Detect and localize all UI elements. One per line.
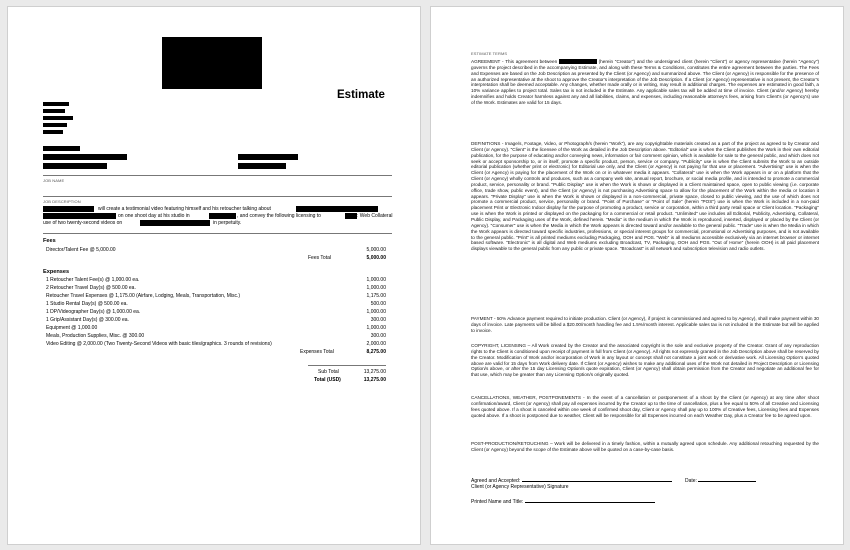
expense-name: 2 Retoucher Travel Day(s) @ 500.00 ea. [46, 285, 136, 291]
printed-name-row [471, 498, 655, 505]
expenses-total-value: 8,275.00 [366, 349, 386, 355]
cancellations-text: CANCELLATIONS, WEATHER, POSTPONEMENTS - In the event of a cancellation or postponement of a shoot by the Client (or Agency) at any time after shoot confirmation/award, Client (or Agency) shall pay all expenses incurred by the Creator up to the time of cancellation, plus a fee equal to 50% of all Creative and Licensing fees quoted above. If a shoot is canceled within one week of confirmed shoot day, Client or Agency shall pay up to 100% of Creative fees, Licensing fees and Expenses quoted above. If a shoot is postponed due to weather, Client will be responsible for all Expenses incurred on each Weather Day, plus a Creator fee to be agreed upon. [471, 395, 819, 418]
job-description-line2b: , and convey the following licensing to [237, 213, 321, 219]
printed-name-label: Printed Name and Title: [471, 499, 524, 505]
printed-name-line[interactable] [525, 498, 655, 503]
expense-name: 1 Studio Rental Day(s) @ 500.00 ea. [46, 301, 128, 307]
expense-row [46, 325, 386, 332]
subtotal-value: 13,275.00 [363, 369, 386, 375]
redacted-client-block [238, 154, 298, 160]
post-production-paragraph [471, 441, 819, 453]
job-description-line3a: use of two twenty-second videos on [43, 220, 123, 226]
expense-row [46, 317, 386, 324]
job-description-line3b: in perpetuity. [213, 220, 242, 226]
job-description-line1: will create a testimonial video featuring himself and his retoucher talking about [98, 206, 271, 212]
agreed-accepted-label: Agreed and Accepted: [471, 478, 521, 484]
expense-amount: 1,000.00 [366, 325, 386, 331]
redacted-address-line [43, 109, 65, 113]
agreement-text-a: AGREEMENT - This agreement between [471, 59, 558, 64]
signature-caption: Client (or Agency Representative) Signature [471, 484, 569, 490]
fees-heading: Fees [43, 238, 56, 244]
redacted-address-line [43, 102, 69, 106]
fees-total-value: 5,000.00 [366, 255, 386, 261]
fee-row [46, 247, 386, 254]
expense-amount: 300.00 [370, 317, 386, 323]
expense-amount: 1,000.00 [366, 285, 386, 291]
expense-amount: 300.00 [370, 333, 386, 339]
expense-name: Meals, Production Supplies, Misc. @ 300.00 [46, 333, 145, 339]
expense-row [46, 277, 386, 284]
redacted-client-block [43, 146, 80, 151]
redacted-creator-name [43, 206, 94, 212]
grand-total-label: Total (USD) [314, 377, 341, 383]
expense-name: Equipment @ 1,000.00 [46, 325, 98, 331]
fees-total-label: Fees Total [308, 255, 331, 261]
fee-amount: 5,000.00 [366, 247, 386, 253]
expense-name: Video Editing @ 2,000.00 (Two Twenty-Second Videos with basic tiles/graphics. 3 rounds of revisions) [46, 341, 272, 347]
grand-total-value: 13,275.00 [363, 377, 386, 383]
date-label: Date: [685, 478, 697, 484]
job-description-divider [43, 196, 392, 197]
subtotal-divider [308, 365, 386, 366]
expense-name: Retoucher Travel Expenses @ 1,175.00 (Airfare, Lodging, Meals, Transportation, Misc.) [46, 293, 241, 299]
expense-row [46, 341, 386, 348]
fees-divider [43, 233, 392, 234]
job-description-label: JOB DESCRIPTION [43, 199, 81, 204]
agreement-text-b: (herein "Creator") and the undersigned client (herein "Client") or agency representative (herein "Agency") governs the project described in the accompanying Estimate, and along with these Terms & Conditions, constitutes the entire agreement between the parties. The Fees and Expenses are based on the Job Description as presented by the Client (or Agency) and summarized above. The Client (or Agency) is responsible for the presence of an authorized representative at the shoot to approve the Creator's interpretation of the Job Description. If a Client (or Agency) representative is not present, the Creator's interpretation shall be deemed acceptable. Any changes, whether made orally or in writing, may result in additional charges. The expenses are estimated in good faith, a 10% variance applies to project total. Sales tax is not included in the Estimate. Any applicable sales tax will be added at time of invoice. Client (and/or Agency) hereby indemnifies and holds Creator harmless against any and all liabilities, claims, and expenses, including reasonable attorney's fees, arising from Client's (or Agency's) use of the Work. Estimates are valid for 15 days. [471, 59, 820, 105]
estimate-terms-page [430, 6, 844, 545]
expense-row [46, 293, 386, 300]
redacted-client-block [43, 154, 127, 160]
definitions-paragraph [471, 141, 819, 252]
payment-paragraph [471, 316, 819, 334]
copyright-text: COPYRIGHT, LICENSING – All Work created by the Creator and the associated copyright is the sole and exclusive property of the Creator. Grant of any reproduction rights to the Client is conditioned upon receipt of payment in full from Client (or Agency). All rights not expressly granted in the Job Description above shall be reserved by the Creator. Modification of Work and/or incorporation of Work in any layout or concept shall not constitute a joint work or derivative work. All Licensing Option's quoted above are valid for 15 days from Work delivery date. If Client (or Agency) wishes to make any additional uses of the Work not detailed in Project Description or Licensing Option/s above, or after the 15 day Licensing Option/s quote expiration, Client (or Agency) shall obtain permission from the Creator and negotiate an additional fee for that use, which may be greater than any Licensing Option/s originally quoted. [471, 343, 819, 378]
redacted-address-line [43, 123, 67, 127]
job-name-divider [43, 175, 392, 176]
redacted-logo [162, 37, 262, 89]
redacted-location [209, 213, 236, 219]
redacted-client-block [43, 163, 107, 169]
terms-heading: ESTIMATE TERMS [471, 51, 508, 56]
redacted-client-block [238, 163, 286, 169]
payment-text: PAYMENT - 50% Advance payment required to initiate production. Client (or Agency), if project is commissioned and agreed to by Agency), shall make payment within 30 days of invoice. Late payments will be billed a $20.00/month handling fee and 1.5%/month interest. Applicable sales tax is not included in the Estimate but will be applied to invoice. [471, 316, 819, 333]
date-line[interactable] [698, 477, 756, 482]
expenses-heading: Expenses [43, 269, 70, 275]
job-description-line2c: : Web Collateral [357, 213, 393, 219]
fee-name: Director/Talent Fee @ 5,000.00 [46, 247, 116, 253]
expense-row [46, 333, 386, 340]
copyright-paragraph [471, 343, 819, 378]
signature-line[interactable] [522, 477, 672, 482]
estimate-title: Estimate [337, 89, 385, 101]
job-description-line2a: on one shoot day at his studio in [118, 213, 190, 219]
redacted-client-name [345, 213, 357, 219]
expense-row [46, 301, 386, 308]
post-production-text: POST-PRODUCTION/RETOUCHING – Work will be delivered in a timely fashion, within a mutually agreed upon schedule. Any additional retouching requested by the Client (or Agency) beyond the scope of the Estimate above will be quoted on a case-by-case basis. [471, 441, 819, 452]
expense-amount: 1,000.00 [366, 277, 386, 283]
cancellations-paragraph [471, 395, 819, 418]
redacted-address-line [43, 116, 73, 120]
expense-name: 1 Retoucher Talent Fee(s) @ 1,000.00 ea. [46, 277, 140, 283]
expense-row [46, 309, 386, 316]
definitions-text: DEFINITIONS - Image/s, Footage, Video, or Photograph/s (herein "Work"), are any copyrightable materials created as a part of the project as agreed to by Creator and Client (or Agency). "Client" is the licensee of the Work as detailed in the Job Description above. "Editorial" use is when the Client publishes the Work in their own editorial publication, for the purpose of educating and/or conveying news, information or fair comment opinion, which is available for sale to the general public, and which does not seek or accept sponsorship to, or in itself, promote a specific product, person, service or company. "Publicity" use is when the Client submits the Work to an outside editorial publication (whether print or electronic) for Editorial use only, and the Client (or Agency) is not paying for that use or placement. "Advertising" use is when the Client (or Agency) is paying for the placement of the Work on or in whatever media it appears. "Collateral" use is when the Work appears in or on a platform that the Client (or Agency) wholly controls and produces, such as a company web site, annual report, brochure, or social media profile, and is intended to promote a commercial product, service, personality or brand. "Public Display" use is when the Work is shown or displayed in a Client maintained space, open to public viewing (i.e. corporate office, trade show, public event), and the Client (or Agency) is not purchasing Advertising space to allow for the placement of the Work within the media or location it appears. "Private Display" use is when the Work is shown or displayed in a non-commercial, private space, closed to public viewing, and the use of which does not promote a commercial product, service, personality or brand. "Point of Purchase" or "Point of Sale" (herein "POS") use is when the Work is included in a non-paid placement Print or Electronic Indoor display for the purpose of promoting a product, service or corporation, within a third party retail space or Client location. "Packaging" use is when the Work is printed or displayed on the packaging for a commercial or retail product. "Unlimited" use includes all Editorial, Publicity, Advertising, Collateral, Public Display, and Packaging uses of the Work, defined herein. "Media" is the medium in which the Work is reproduced, inserted, displayed or placed by the Client (or Agency). "Consumer" use is when the Media in which the Work appears is directed toward and/or available to the general public. "Trade" use is when the Media in which the Work appears is directed toward specific industries, professions, or special interest groups for commercial, promotional or Advertising purposes, and is not available to the general public. "Print" is all printed mediums excluding Packaging, OOH and POS. "Web" is all mediums accessible exclusively via an internet browser or internet based software. "Electronic" is all digital and Web mediums excluding Broadcast, TV, Packaging, OOH and POS. "Out of Home" (herein OOH) is all paid placement displays viewable to the general public from any public or private space. "Broadcast" is all network and subscription television and radio outlets. [471, 141, 819, 252]
redacted-subject [43, 213, 116, 219]
expense-amount: 2,000.00 [366, 341, 386, 347]
agreement-paragraph [471, 59, 819, 106]
redacted-subject [296, 206, 378, 212]
expense-row [46, 285, 386, 292]
redacted-address-line [43, 130, 63, 134]
expense-name: 1 Grip/Assistant Day(s) @ 300.00 ea. [46, 317, 129, 323]
job-name-label: JOB NAME [43, 178, 65, 183]
redacted-creator-name [559, 59, 597, 64]
expense-amount: 1,175.00 [366, 293, 386, 299]
redacted-web-property [140, 220, 210, 226]
expense-amount: 500.00 [370, 301, 386, 307]
expense-amount: 1,000.00 [366, 309, 386, 315]
expenses-total-label: Expenses Total [300, 349, 334, 355]
expense-name: 1 DP/Videographer Day(s) @ 1,000.00 ea. [46, 309, 141, 315]
estimate-page [7, 6, 421, 545]
subtotal-label: Sub Total [318, 369, 339, 375]
